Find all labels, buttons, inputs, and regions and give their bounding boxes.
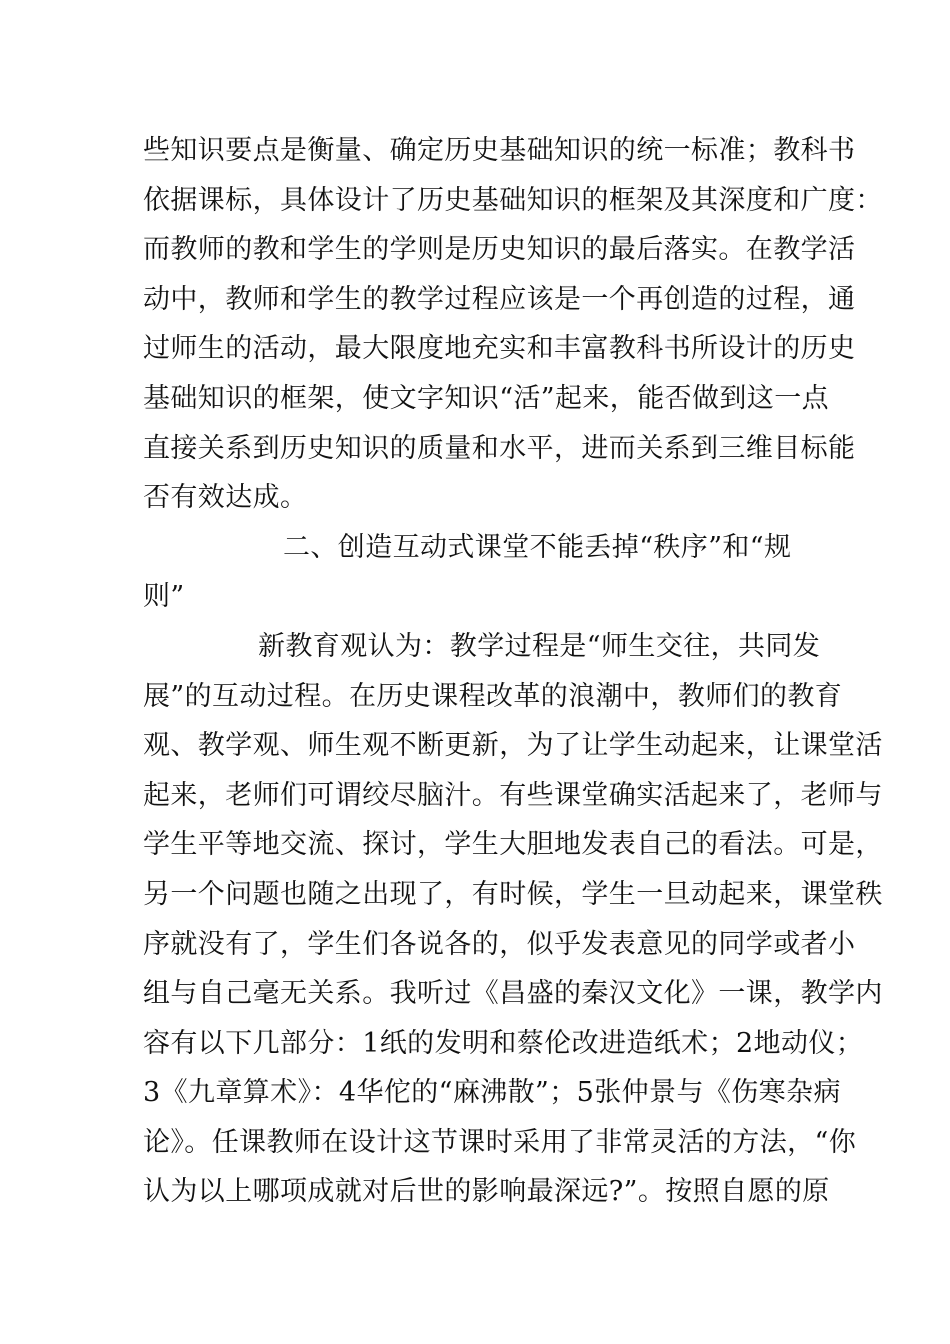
text-line: 否有效达成。 <box>143 482 308 514</box>
text-line: 展”的互动过程。在历史课程改革的浪潮中，教师们的教育 <box>143 680 843 712</box>
text-line: 依据课标，具体设计了历史基础知识的框架及其深度和广度： <box>143 184 883 216</box>
text-line: 容有以下几部分：1纸的发明和蔡伦改进造纸术；2地动仪； <box>143 1027 864 1059</box>
section-heading-continuation: 则” <box>143 581 185 613</box>
text-line: 些知识要点是衡量、确定历史基础知识的统一标准；教科书 <box>143 135 856 166</box>
text-line: 起来，老师们可谓绞尽脑汁。有些课堂确实活起来了，老师与 <box>143 779 883 811</box>
text-line: 基础知识的框架，使文字知识“活”起来，能否做到这一点 <box>143 382 830 414</box>
text-line: 组与自己毫无关系。我听过《昌盛的秦汉文化》一课，教学内 <box>143 978 883 1010</box>
text-line: 动中，教师和学生的教学过程应该是一个再创造的过程，通 <box>143 283 856 315</box>
text-line: 论》。任课教师在设计这节课时采用了非常灵活的方法，“你 <box>143 1126 857 1158</box>
text-line: 而教师的教和学生的学则是历史知识的最后落实。在教学活 <box>143 234 856 266</box>
section-heading: 二、创造互动式课堂不能丢掉“秩序”和“规 <box>283 531 792 563</box>
text-line: 另一个问题也随之出现了，有时候，学生一旦动起来，课堂秩 <box>143 878 883 910</box>
text-line: 观、教学观、师生观不断更新，为了让学生动起来，让课堂活 <box>143 730 883 762</box>
text-line: 直接关系到历史知识的质量和水平，进而关系到三维目标能 <box>143 432 856 464</box>
text-line: 3《九章算术》：4华佗的“麻沸散”；5张仲景与《伤寒杂病 <box>143 1077 841 1109</box>
text-line: 认为以上哪项成就对后世的影响最深远?”。按照自愿的原 <box>143 1176 830 1208</box>
text-line: 学生平等地交流、探讨，学生大胆地发表自己的看法。可是， <box>143 829 883 861</box>
text-line: 序就没有了，学生们各说各的，似乎发表意见的同学或者小 <box>143 928 856 960</box>
text-line: 过师生的活动，最大限度地充实和丰富教科书所设计的历史 <box>143 333 856 365</box>
body-text <box>143 126 883 1217</box>
paragraph-first-line: 新教育观认为：教学过程是“师生交往，共同发 <box>258 630 821 662</box>
